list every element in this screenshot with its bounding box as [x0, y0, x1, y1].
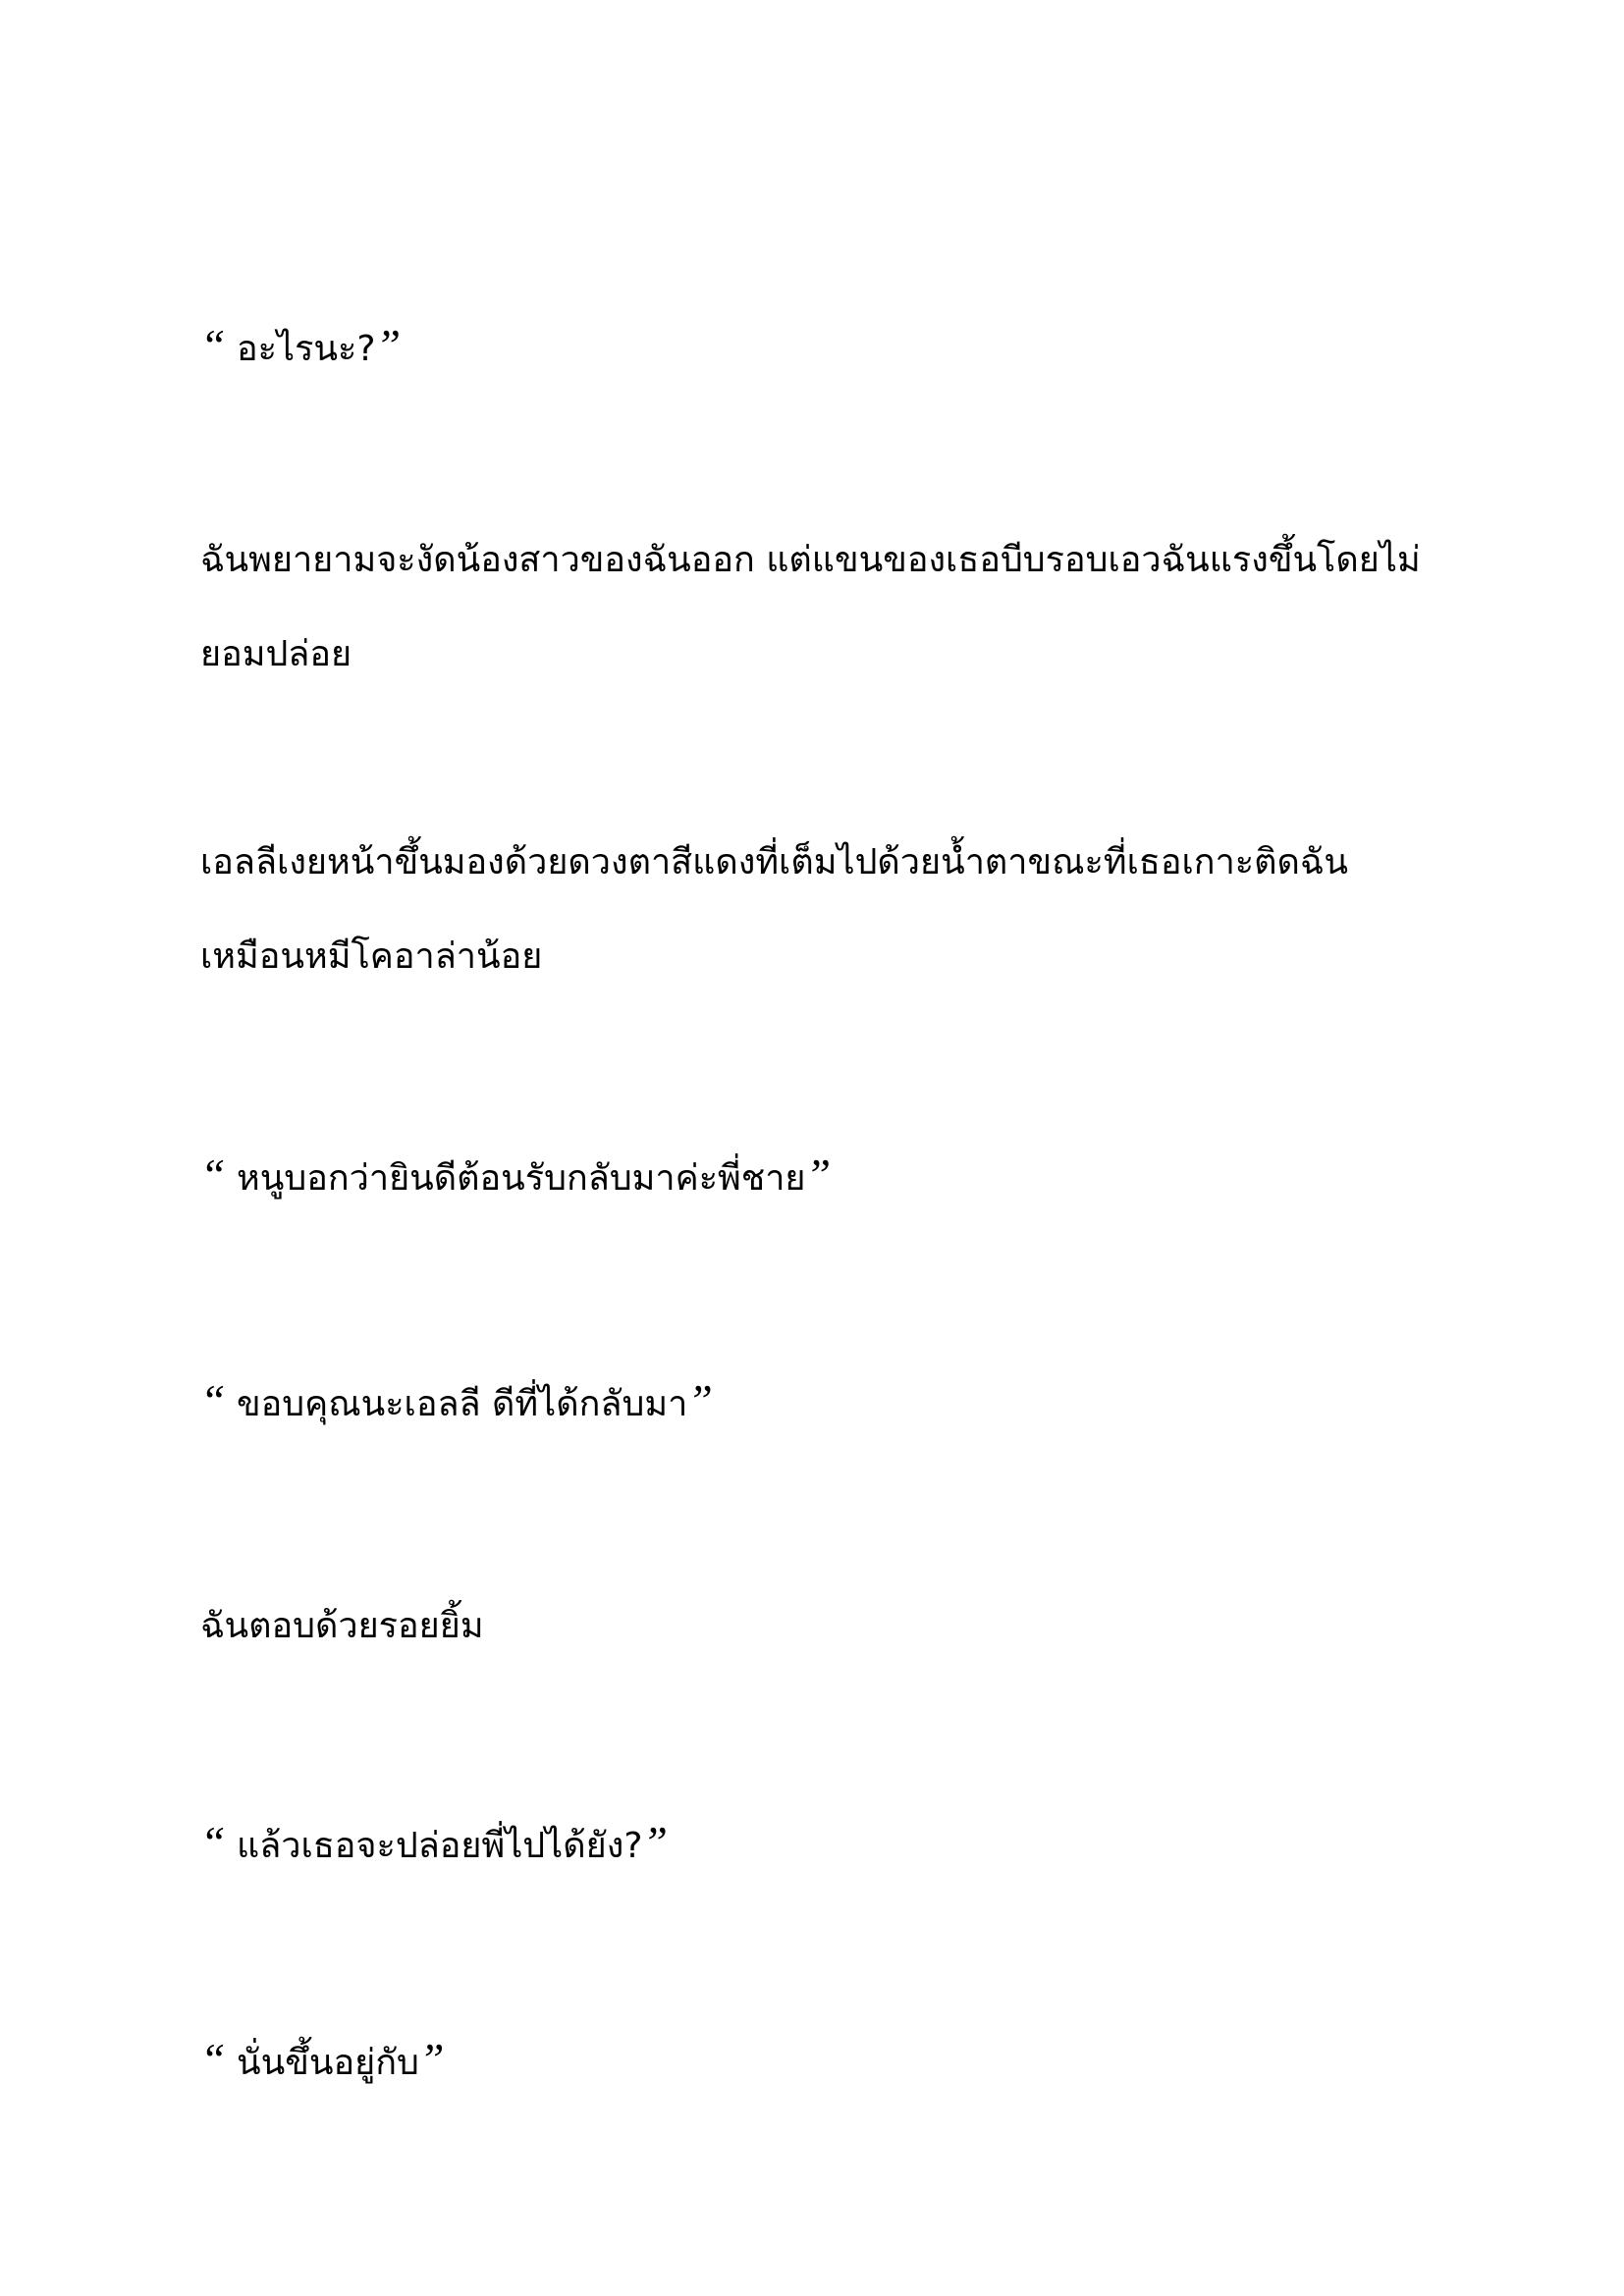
open-quote: “: [200, 1375, 226, 1425]
dialogue-text: แล้วเธอจะปล่อยพี่ไปได้ยัง?: [225, 1826, 643, 1866]
narration-paragraph: เอลลีเงยหน้าขึ้นมองด้วยดวงตาสีแดงที่เต็มไปด้วยน้ำตาขณะที่เธอเกาะติดฉันเหมือนหมีโคอาล่าน้อย: [200, 842, 1349, 977]
close-quote: ”: [642, 1817, 669, 1867]
open-quote: “: [200, 1149, 226, 1200]
dialogue-line: [200, 1795, 1437, 1894]
close-quote: ”: [375, 320, 402, 370]
dialogue-text: หนูบอกว่ายินดีต้อนรับกลับมาค่ะพี่ชาย: [225, 1158, 806, 1199]
dialogue-line: [200, 2012, 1437, 2110]
dialogue-line: [200, 1128, 1437, 1226]
close-quote: ”: [805, 1149, 832, 1200]
open-quote: “: [200, 2034, 226, 2084]
close-quote: ”: [418, 2034, 445, 2084]
dialogue-text: นั่นขึ้นอยู่กับ: [225, 2043, 419, 2083]
dialogue-text: อะไรนะ?: [225, 329, 376, 369]
narration-paragraph: ฉันตอบด้วยรอยยิ้ม: [200, 1606, 484, 1646]
dialogue-line: [200, 298, 1437, 397]
open-quote: “: [200, 320, 226, 370]
dialogue-line: [200, 1354, 1437, 1452]
close-quote: ”: [687, 1375, 713, 1425]
narration-paragraph: ฉันพยายามจะงัดน้องสาวของฉันออก แต่แขนของเธอบีบรอบเอวฉันแรงขึ้นโดยไม่ยอมปล่อย: [200, 540, 1421, 674]
dialogue-text: ขอบคุณนะเอลลี ดีที่ได้กลับมา: [225, 1384, 688, 1424]
open-quote: “: [200, 1817, 226, 1867]
